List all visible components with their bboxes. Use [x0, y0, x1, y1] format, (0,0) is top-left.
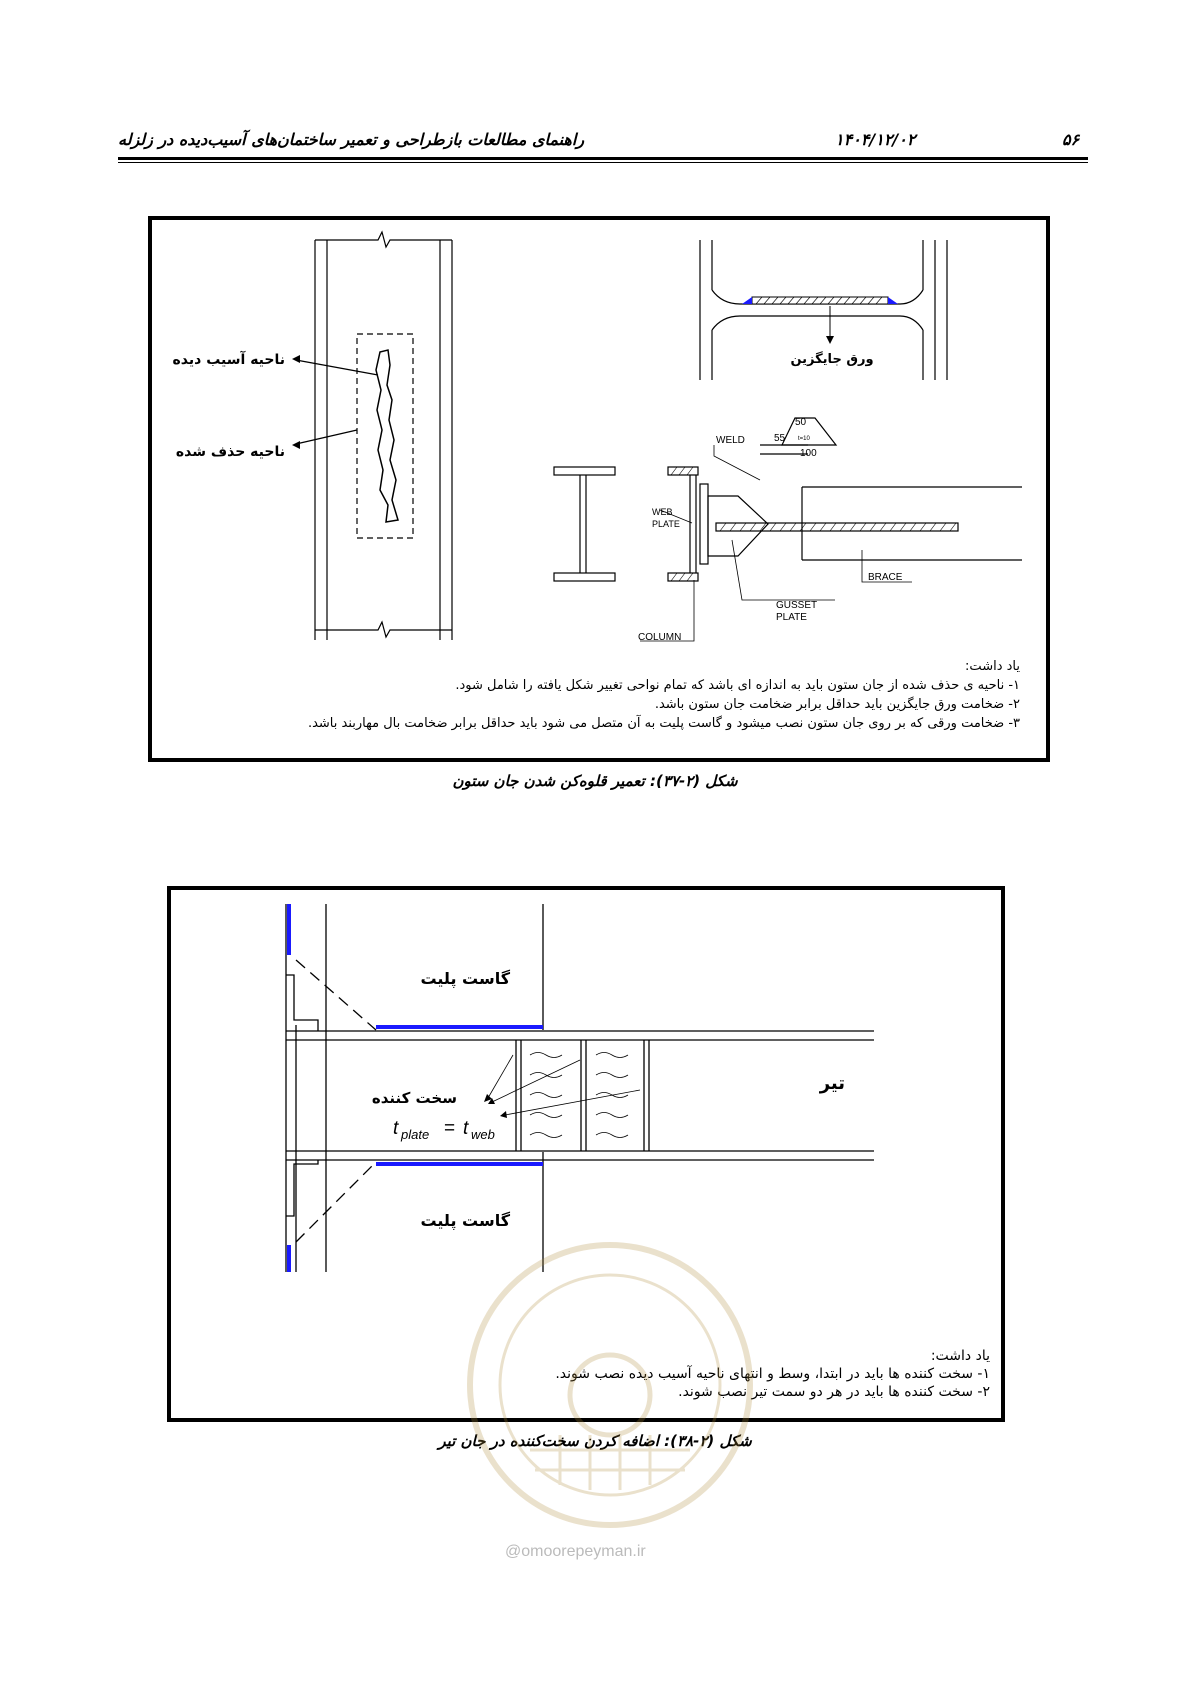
figure1-drawing	[0, 0, 1191, 760]
label-gusset-2: PLATE	[776, 612, 807, 623]
figure1-note-3: ۳- ضخامت ورقی که بر روی جان ستون نصب میشود و گاست پلیت به آن متصل می شود باید حداقل برابر ضخامت بال مهاربند باشد.	[307, 716, 1020, 731]
label-gusset-top: گاست پلیت	[420, 969, 510, 988]
figure2-caption: شکل (۲-۳۸): اضافه کردن سخت‌کننده در جان تیر	[438, 1432, 752, 1450]
figure1-note-heading: یاد داشت:	[965, 659, 1020, 674]
stiffener-formula	[393, 1118, 495, 1142]
watermark-logo	[460, 1235, 760, 1535]
weld-symbol-bottom: 100	[800, 448, 817, 459]
formula-sub2: web	[471, 1127, 495, 1142]
connection-detail	[554, 418, 1022, 581]
weld-symbol-inner: t=10	[798, 436, 810, 442]
label-brace: BRACE	[868, 572, 903, 583]
figure2-note-1: ۱- سخت کننده ها باید در ابتدا، وسط و انتهای ناحیه آسیب دیده نصب شوند.	[555, 1366, 990, 1382]
label-replacement-plate: ورق جایگزین	[790, 352, 874, 367]
weld-symbol-top: 50	[795, 417, 807, 428]
weld-symbol-left: 55	[774, 433, 786, 444]
figure2-note-2: ۲- سخت کننده ها باید در هر دو سمت تیر نصب شوند.	[678, 1384, 990, 1400]
watermark-text: @omoorepeyman.ir	[505, 1543, 646, 1560]
label-column: COLUMN	[638, 632, 682, 643]
label-web-plate-1: WEB	[652, 507, 673, 517]
figure1-caption: شکل (۲-۳۷): تعمیر قلوه‌کن شدن جان ستون	[452, 772, 738, 790]
label-stiffener: سخت کننده	[371, 1089, 457, 1107]
figure1-note-2: ۲- ضخامت ورق جایگزین باید حداقل برابر ضخامت جان ستون باشد.	[654, 697, 1020, 712]
label-web-plate-2: PLATE	[652, 519, 680, 529]
formula-eq: =	[444, 1118, 456, 1139]
page-number: ۵۶	[1062, 130, 1080, 149]
arrow-damaged	[292, 355, 300, 363]
label-gusset-1: GUSSET	[776, 600, 818, 611]
figure2-note-heading: یاد داشت:	[930, 1348, 990, 1364]
figure1-note-1: ۱- ناحیه ی حذف شده از جان ستون باید به اندازه ای باشد که تمام نواحی تغییر شکل یافته را شامل شود.	[455, 678, 1020, 693]
formula-t2: t	[463, 1118, 469, 1139]
label-beam: تیر	[819, 1073, 845, 1094]
label-damaged-zone: ناحیه آسیب دیده	[172, 352, 285, 368]
formula-sub1: plate	[401, 1127, 430, 1142]
figure1-notes	[307, 657, 1020, 733]
formula-t1: t	[393, 1118, 399, 1139]
weld-blue-left	[742, 297, 752, 304]
label-weld: WELD	[716, 435, 745, 446]
column-web-elevation	[296, 232, 452, 640]
replacement-plate-hatch	[752, 297, 888, 304]
label-gusset-bottom: گاست پلیت	[420, 1211, 510, 1230]
weld-blue-right	[888, 297, 898, 304]
header-title: راهنمای مطالعات بازطراحی و تعمیر ساختمان‌های آسیب‌دیده در زلزله	[118, 130, 585, 149]
header-date: ۱۴۰۴/۱۲/۰۲	[835, 130, 916, 149]
label-removed-zone: ناحیه حذف شده	[175, 444, 285, 460]
arrow-removed	[292, 441, 300, 449]
